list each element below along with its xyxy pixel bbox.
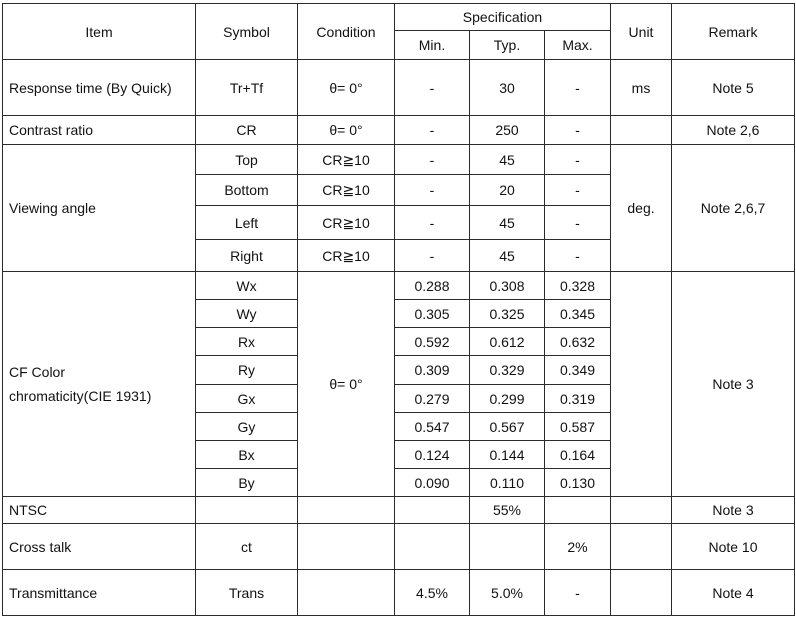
viewing-condition: CR≧10 <box>298 206 395 240</box>
header-unit: Unit <box>611 4 672 60</box>
header-typ: Typ. <box>470 31 545 60</box>
chroma-max: 0.328 <box>545 272 611 300</box>
chroma-max: 0.632 <box>545 328 611 356</box>
viewing-min: - <box>395 145 470 175</box>
response-symbol: Tr+Tf <box>196 60 298 116</box>
viewing-max: - <box>545 145 611 175</box>
table-row <box>3 60 795 116</box>
chroma-min: 0.279 <box>395 385 470 413</box>
chroma-symbol: Rx <box>196 328 298 356</box>
viewing-typ: 45 <box>470 240 545 272</box>
viewing-min: - <box>395 240 470 272</box>
header-remark: Remark <box>672 4 795 60</box>
response-min: - <box>395 60 470 116</box>
viewing-symbol: Left <box>196 206 298 240</box>
viewing-condition: CR≧10 <box>298 145 395 175</box>
contrast-unit <box>611 116 672 145</box>
transmittance-remark: Note 4 <box>672 570 795 616</box>
chroma-typ: 0.329 <box>470 356 545 385</box>
response-unit: ms <box>611 60 672 116</box>
table-row <box>3 524 795 570</box>
ntsc-symbol <box>196 497 298 524</box>
crosstalk-max: 2% <box>545 524 611 570</box>
chromaticity-condition: θ= 0° <box>298 272 395 497</box>
chroma-max: 0.345 <box>545 300 611 328</box>
viewing-item: Viewing angle <box>3 145 196 272</box>
optical-spec-table <box>2 3 795 616</box>
transmittance-item: Transmittance <box>3 570 196 616</box>
chroma-typ: 0.110 <box>470 469 545 497</box>
contrast-max: - <box>545 116 611 145</box>
crosstalk-symbol: ct <box>196 524 298 570</box>
ntsc-remark: Note 3 <box>672 497 795 524</box>
viewing-max: - <box>545 240 611 272</box>
transmittance-max: - <box>545 570 611 616</box>
transmittance-condition <box>298 570 395 616</box>
chroma-max: 0.319 <box>545 385 611 413</box>
contrast-min: - <box>395 116 470 145</box>
viewing-min: - <box>395 206 470 240</box>
chroma-min: 0.592 <box>395 328 470 356</box>
chromaticity-item-line2: chromaticity(CIE 1931) <box>9 388 152 404</box>
ntsc-condition <box>298 497 395 524</box>
chroma-max: 0.349 <box>545 356 611 385</box>
chroma-symbol: By <box>196 469 298 497</box>
crosstalk-condition <box>298 524 395 570</box>
chromaticity-remark: Note 3 <box>672 272 795 497</box>
table-row <box>3 570 795 616</box>
viewing-typ: 20 <box>470 175 545 206</box>
transmittance-unit <box>611 570 672 616</box>
chromaticity-item <box>3 272 196 497</box>
chroma-max: 0.130 <box>545 469 611 497</box>
viewing-typ: 45 <box>470 145 545 175</box>
header-row-1 <box>3 4 795 31</box>
ntsc-item: NTSC <box>3 497 196 524</box>
viewing-typ: 45 <box>470 206 545 240</box>
chroma-symbol: Wy <box>196 300 298 328</box>
header-symbol: Symbol <box>196 4 298 60</box>
chroma-symbol: Wx <box>196 272 298 300</box>
chroma-symbol: Ry <box>196 356 298 385</box>
crosstalk-remark: Note 10 <box>672 524 795 570</box>
header-condition: Condition <box>298 4 395 60</box>
ntsc-typ: 55% <box>470 497 545 524</box>
crosstalk-typ <box>470 524 545 570</box>
response-max: - <box>545 60 611 116</box>
chroma-typ: 0.325 <box>470 300 545 328</box>
chromaticity-item-line1: CF Color <box>9 364 66 380</box>
viewing-max: - <box>545 206 611 240</box>
transmittance-typ: 5.0% <box>470 570 545 616</box>
table-row <box>3 116 795 145</box>
response-condition: θ= 0° <box>298 60 395 116</box>
response-remark: Note 5 <box>672 60 795 116</box>
contrast-item: Contrast ratio <box>3 116 196 145</box>
chroma-symbol: Gy <box>196 413 298 441</box>
viewing-unit: deg. <box>611 145 672 272</box>
contrast-typ: 250 <box>470 116 545 145</box>
viewing-condition: CR≧10 <box>298 175 395 206</box>
viewing-max: - <box>545 175 611 206</box>
chroma-typ: 0.567 <box>470 413 545 441</box>
header-min: Min. <box>395 31 470 60</box>
viewing-condition: CR≧10 <box>298 240 395 272</box>
viewing-symbol: Right <box>196 240 298 272</box>
chroma-min: 0.090 <box>395 469 470 497</box>
chroma-symbol: Gx <box>196 385 298 413</box>
chroma-min: 0.124 <box>395 441 470 469</box>
table-row <box>3 272 795 300</box>
response-typ: 30 <box>470 60 545 116</box>
contrast-symbol: CR <box>196 116 298 145</box>
viewing-symbol: Top <box>196 145 298 175</box>
chroma-min: 0.288 <box>395 272 470 300</box>
ntsc-unit <box>611 497 672 524</box>
header-specification: Specification <box>395 4 611 31</box>
response-item: Response time (By Quick) <box>3 60 196 116</box>
chroma-typ: 0.299 <box>470 385 545 413</box>
chroma-max: 0.587 <box>545 413 611 441</box>
ntsc-min <box>395 497 470 524</box>
chroma-typ: 0.308 <box>470 272 545 300</box>
crosstalk-item: Cross talk <box>3 524 196 570</box>
crosstalk-unit <box>611 524 672 570</box>
chroma-min: 0.309 <box>395 356 470 385</box>
ntsc-max <box>545 497 611 524</box>
chroma-typ: 0.612 <box>470 328 545 356</box>
chroma-max: 0.164 <box>545 441 611 469</box>
table-row <box>3 497 795 524</box>
chroma-min: 0.547 <box>395 413 470 441</box>
transmittance-min: 4.5% <box>395 570 470 616</box>
chroma-min: 0.305 <box>395 300 470 328</box>
crosstalk-min <box>395 524 470 570</box>
viewing-symbol: Bottom <box>196 175 298 206</box>
table-row <box>3 145 795 175</box>
chromaticity-unit <box>611 272 672 497</box>
viewing-remark: Note 2,6,7 <box>672 145 795 272</box>
header-max: Max. <box>545 31 611 60</box>
transmittance-symbol: Trans <box>196 570 298 616</box>
header-item: Item <box>3 4 196 60</box>
contrast-remark: Note 2,6 <box>672 116 795 145</box>
chroma-symbol: Bx <box>196 441 298 469</box>
chroma-typ: 0.144 <box>470 441 545 469</box>
contrast-condition: θ= 0° <box>298 116 395 145</box>
viewing-min: - <box>395 175 470 206</box>
